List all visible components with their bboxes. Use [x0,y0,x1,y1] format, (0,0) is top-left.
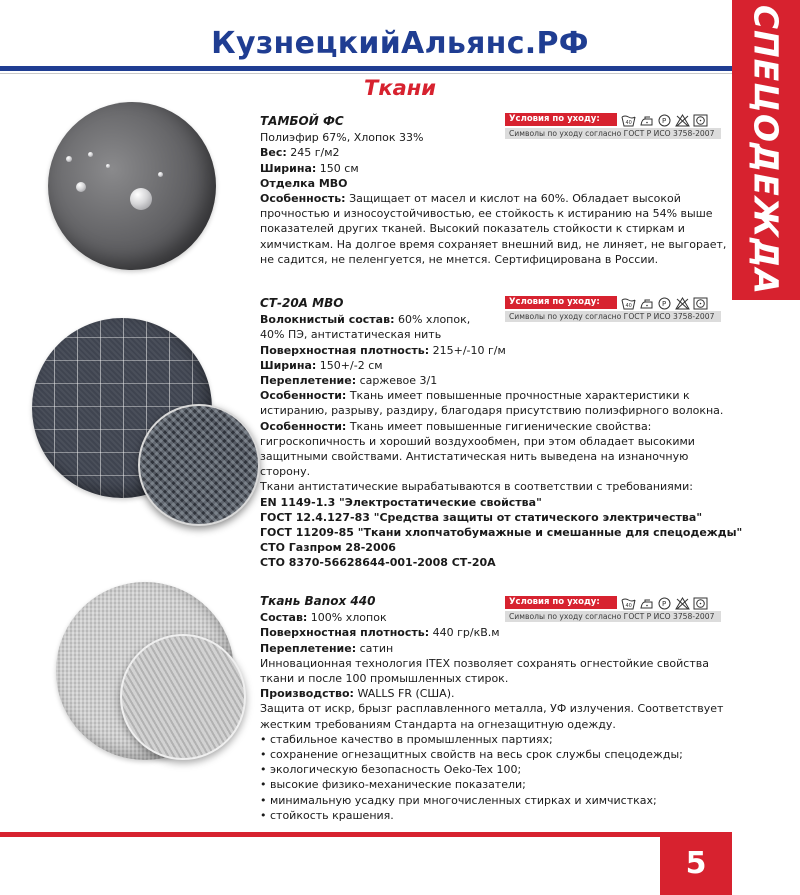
site-title: КузнецкийАльянс.РФ [211,26,589,61]
care-label: Условия по уходу: [505,296,617,309]
product-spec: Ширина: 150 см [260,161,359,175]
svg-text:40: 40 [625,302,632,309]
page-number: 5 [660,835,732,895]
standard-item: ГОСТ 11209-85 "Ткани хлопчатобумажные и смешанные для спецодежды" [260,526,743,540]
footer-rule-red [0,832,732,837]
product-spec: Волокнистый состав: 60% хлопок, [260,313,471,327]
svg-text:P: P [662,116,667,125]
svg-text:40: 40 [625,119,632,126]
product-banox [260,594,730,823]
water-drop-icon [66,156,72,162]
product-spec: 40% ПЭ, антистатическая нить [260,328,442,342]
fabric-zoom-st20a [138,404,260,526]
bullet-item: • стабильное качество в промышленных партиях; [260,732,553,746]
care-gost-note: Символы по уходу согласно ГОСТ Р ИСО 3758-2007 [505,611,721,622]
tech-text: Инновационная технология ITEX позволяет сохранять огнестойкие свойства ткани и после 100 промышленных стирок. [260,656,709,686]
product-feature: Особенности: Ткань имеет повышенные гигиенические свойства: гигроскопичность и хороший воздухообмен, при этом обладает высокими защитными свойствами. Антистатическая нить выведена на изнаночную сторону. [260,419,695,479]
fabric-zoom-banox [120,634,246,760]
side-tab-label: СПЕЦОДЕЖДА [746,4,786,296]
product-st20a [260,296,743,571]
header-rule-blue [0,66,732,71]
care-label: Условия по уходу: [505,113,617,126]
product-tamboy [260,114,730,267]
water-drop-icon [76,182,86,192]
product-spec: Поверхностная плотность: 440 гр/кВ.м [260,626,500,640]
standard-item: EN 1149-1.3 "Электростатические свойства" [260,495,542,509]
product-feature: Особенность: Защищает от масел и кислот на 60%. Обладает высокой прочностью и износоустойчивостью, ее стойкость к истиранию на 54% выше показателей других тканей. Высокий показатель стойкости к стиркам и химчисткам. На долгое время сохраняет внешний вид, не линяет, не выгорает, не садится, не пеленгуется, не мнется. Сертифицирована в России. [260,192,727,266]
protection-text: Защита от искр, брызг расплавленного металла, УФ излучения. Соответствует жестким требованиям Стандарта на огнезащитную одежду. [260,702,724,731]
producer: Производство: WALLS FR (США). [260,687,455,701]
header-rule-thin [0,73,732,74]
water-drop-icon [158,172,163,177]
standards-intro: Ткани антистатические вырабатываются в соответствии с требованиями: [260,480,693,494]
product-feature: Особенности: Ткань имеет повышенные прочностные характеристики к истиранию, разрыву, раздиру, благодаря присутствию полиэфирного волокна. [260,389,724,418]
bullet-item: • минимальную усадку при многочисленных стирках и химчистках; [260,793,657,807]
care-gost-note: Символы по уходу согласно ГОСТ Р ИСО 3758-2007 [505,128,721,139]
section-title: Ткани [364,76,436,100]
product-spec: Переплетение: сатин [260,641,394,655]
bullet-item: • высокие физико-механические показатели; [260,778,526,792]
water-drop-icon [130,188,152,210]
product-spec: Состав: 100% хлопок [260,611,387,625]
product-name: ТАМБОЙ ФС [260,114,344,128]
care-gost-note: Символы по уходу согласно ГОСТ Р ИСО 3758-2007 [505,311,721,322]
product-spec: Поверхностная плотность: 215+/-10 г/м [260,343,506,357]
product-spec: Вес: 245 г/м2 [260,146,340,160]
bullet-item: • стойкость крашения. [260,808,394,822]
water-drop-icon [106,164,110,168]
fabric-image-tamboy [48,102,216,270]
product-spec: Переплетение: саржевое 3/1 [260,374,438,388]
svg-text:40: 40 [625,602,632,609]
care-label: Условия по уходу: [505,596,617,609]
product-name: СТ-20А МВО [260,296,344,310]
svg-text:P: P [662,599,667,608]
bullet-item: • экологическую безопасность Oeko-Tex 100; [260,763,522,777]
product-spec: Отделка МВО [260,176,348,190]
product-spec: Ширина: 150+/-2 см [260,358,383,372]
standard-item: СТО 8370-56628644-001-2008 СТ-20А [260,556,496,570]
product-name: Ткань Banox 440 [260,594,376,608]
water-drop-icon [88,152,93,157]
bullet-item: • сохранение огнезащитных свойств на весь срок службы спецодежды; [260,748,683,762]
standard-item: СТО Газпром 28-2006 [260,541,396,555]
svg-text:P: P [662,299,667,308]
side-tab [732,0,800,300]
product-spec: Полиэфир 67%, Хлопок 33% [260,131,424,145]
standard-item: ГОСТ 12.4.127-83 "Средства защиты от статического электричества" [260,510,703,524]
